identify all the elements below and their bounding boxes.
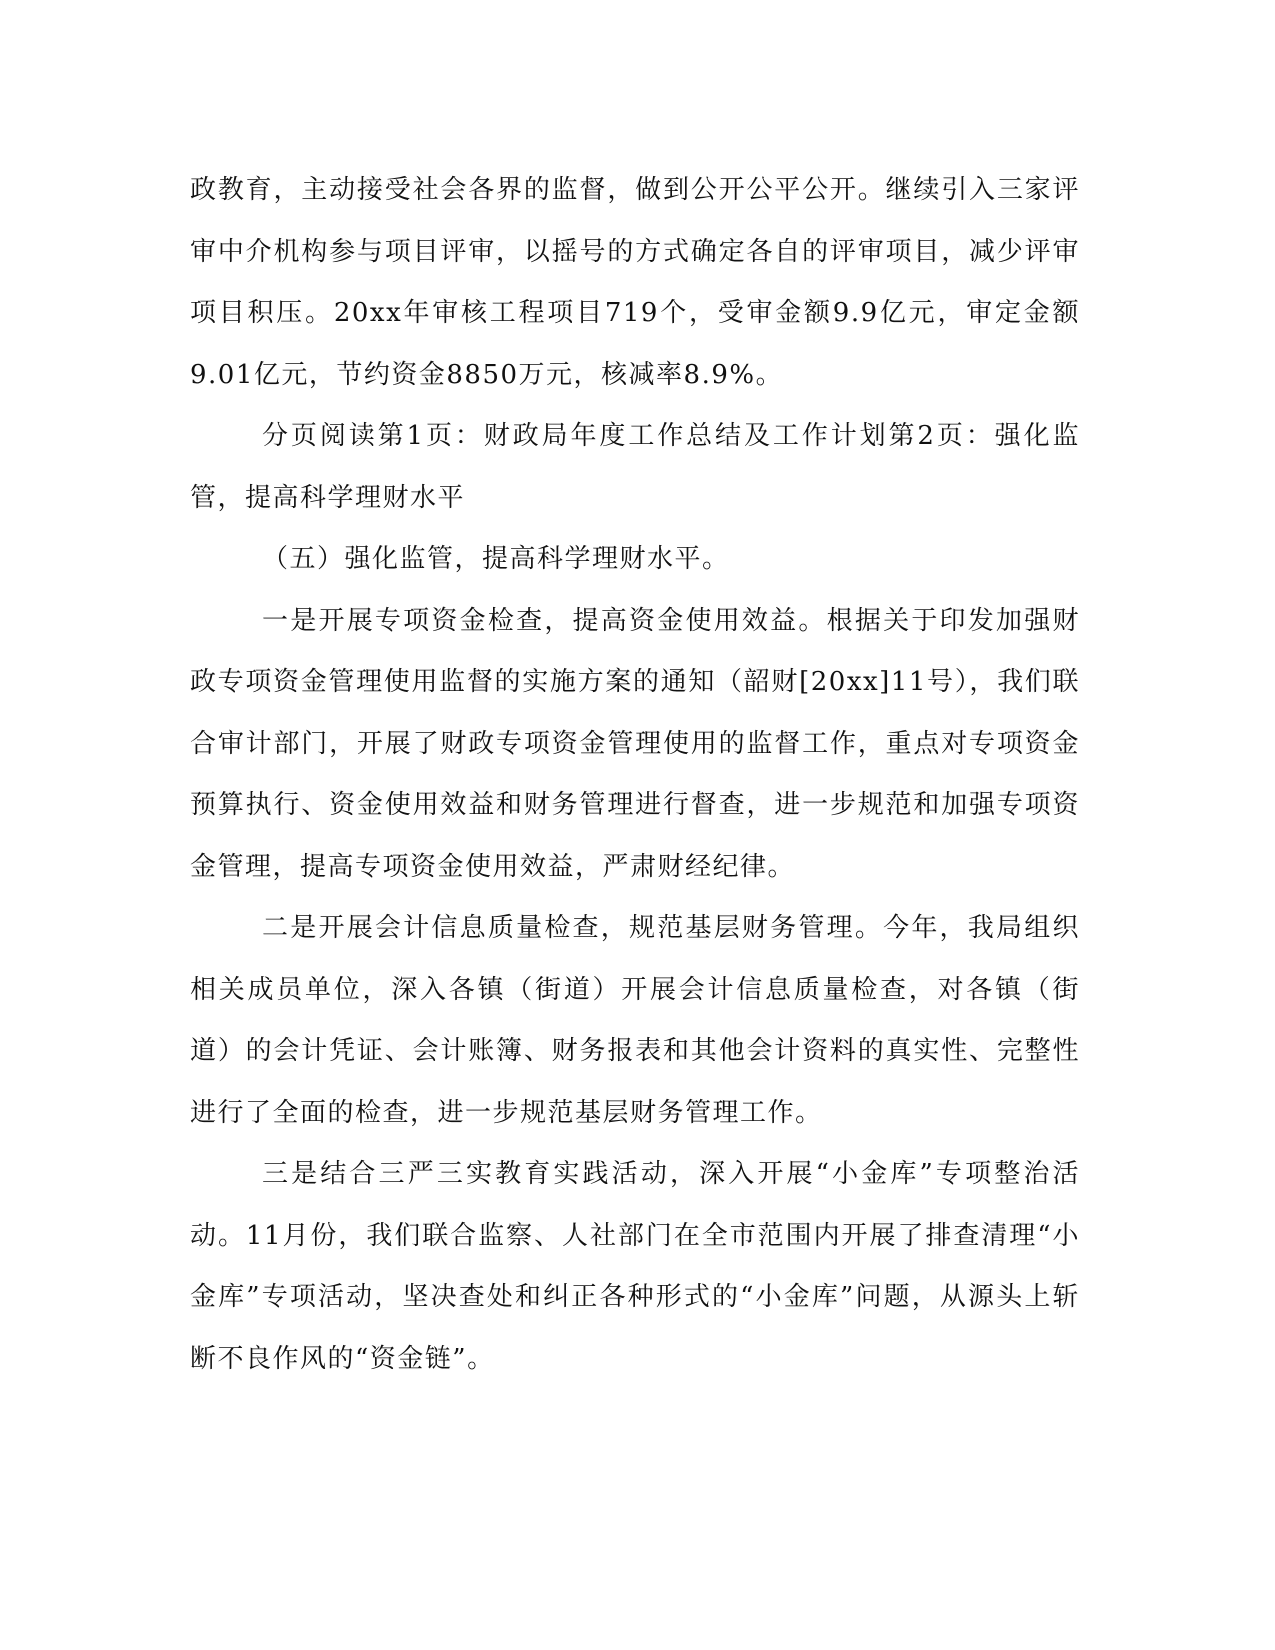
paragraph-accounting-quality: 二是开展会计信息质量检查，规范基层财务管理。今年，我局组织相关成员单位，深入各镇（街道）开展会计信息质量检查，对各镇（街道）的会计凭证、会计账簿、财务报表和其他会计资料的真实性、完整性进行了全面的检查，进一步规范基层财务管理工作。 xyxy=(190,913,1080,1128)
paragraph-page-navigation: 分页阅读第1页：财政局年度工作总结及工作计划第2页：强化监管，提高科学理财水平 xyxy=(190,421,1080,513)
paragraph-small-treasury: 三是结合三严三实教育实践活动，深入开展“小金库”专项整治活动。11月份，我们联合监察、人社部门在全市范围内开展了排查清理“小金库”专项活动，坚决查处和纠正各种形式的“小金库”问题，从源头上斩断不良作风的“资金链”。 xyxy=(190,1159,1080,1374)
paragraph-special-funds: 一是开展专项资金检查，提高资金使用效益。根据关于印发加强财政专项资金管理使用监督的实施方案的通知（韶财[20xx]11号），我们联合审计部门，开展了财政专项资金管理使用的监督工作，重点对专项资金预算执行、资金使用效益和财务管理进行督查，进一步规范和加强专项资金管理，提高专项资金使用效益，严肃财经纪律。 xyxy=(190,605,1080,882)
paragraph-budget-review: 政教育，主动接受社会各界的监督，做到公开公平公开。继续引入三家评审中介机构参与项目评审，以摇号的方式确定各自的评审项目，减少评审项目积压。20xx年审核工程项目719个，受审金额9.9亿元，审定金额9.01亿元，节约资金8850万元，核减率8.9%。 xyxy=(190,175,1080,390)
document-body xyxy=(190,160,1080,1390)
section-heading: （五）强化监管，提高科学理财水平。 xyxy=(262,544,730,574)
